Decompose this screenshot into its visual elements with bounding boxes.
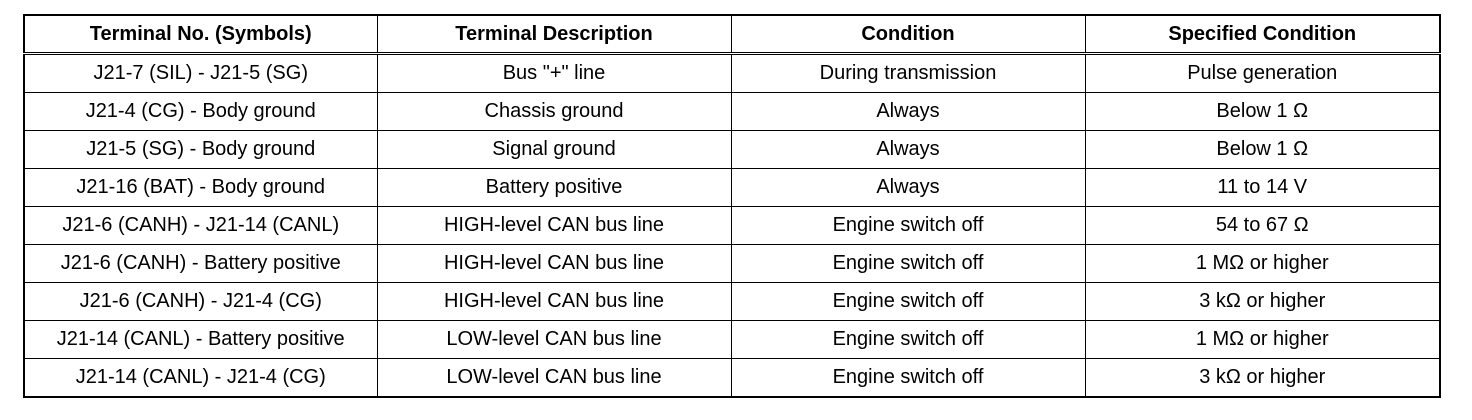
- cell-specified: 1 MΩ or higher: [1085, 321, 1440, 359]
- cell-condition: Always: [731, 93, 1085, 131]
- table-row: [24, 359, 1440, 398]
- cell-condition: Engine switch off: [731, 359, 1085, 398]
- header-row: [24, 15, 1440, 54]
- cell-specified: 54 to 67 Ω: [1085, 207, 1440, 245]
- cell-terminal: J21-7 (SIL) - J21-5 (SG): [24, 54, 377, 93]
- cell-specified: Pulse generation: [1085, 54, 1440, 93]
- cell-description: LOW-level CAN bus line: [377, 321, 731, 359]
- cell-specified: Below 1 Ω: [1085, 93, 1440, 131]
- cell-terminal: J21-6 (CANH) - Battery positive: [24, 245, 377, 283]
- cell-condition: During transmission: [731, 54, 1085, 93]
- header-terminal-no: Terminal No. (Symbols): [24, 15, 377, 54]
- cell-condition: Always: [731, 169, 1085, 207]
- cell-terminal: J21-14 (CANL) - J21-4 (CG): [24, 359, 377, 398]
- cell-condition: Engine switch off: [731, 283, 1085, 321]
- cell-description: Battery positive: [377, 169, 731, 207]
- table-row: [24, 169, 1440, 207]
- cell-description: Chassis ground: [377, 93, 731, 131]
- table-row: [24, 54, 1440, 93]
- cell-specified: 3 kΩ or higher: [1085, 359, 1440, 398]
- cell-terminal: J21-14 (CANL) - Battery positive: [24, 321, 377, 359]
- table-row: [24, 93, 1440, 131]
- cell-specified: 11 to 14 V: [1085, 169, 1440, 207]
- cell-condition: Always: [731, 131, 1085, 169]
- cell-condition: Engine switch off: [731, 245, 1085, 283]
- cell-condition: Engine switch off: [731, 321, 1085, 359]
- cell-description: Signal ground: [377, 131, 731, 169]
- table-row: [24, 321, 1440, 359]
- specification-table: [23, 14, 1441, 398]
- cell-terminal: J21-16 (BAT) - Body ground: [24, 169, 377, 207]
- cell-condition: Engine switch off: [731, 207, 1085, 245]
- cell-terminal: J21-6 (CANH) - J21-4 (CG): [24, 283, 377, 321]
- header-terminal-description: Terminal Description: [377, 15, 731, 54]
- header-specified-condition: Specified Condition: [1085, 15, 1440, 54]
- cell-terminal: J21-6 (CANH) - J21-14 (CANL): [24, 207, 377, 245]
- cell-terminal: J21-5 (SG) - Body ground: [24, 131, 377, 169]
- cell-specified: 1 MΩ or higher: [1085, 245, 1440, 283]
- header-condition: Condition: [731, 15, 1085, 54]
- table-row: [24, 207, 1440, 245]
- cell-terminal: J21-4 (CG) - Body ground: [24, 93, 377, 131]
- cell-description: LOW-level CAN bus line: [377, 359, 731, 398]
- cell-description: HIGH-level CAN bus line: [377, 283, 731, 321]
- cell-description: Bus "+" line: [377, 54, 731, 93]
- cell-specified: Below 1 Ω: [1085, 131, 1440, 169]
- cell-description: HIGH-level CAN bus line: [377, 207, 731, 245]
- table-row: [24, 283, 1440, 321]
- cell-description: HIGH-level CAN bus line: [377, 245, 731, 283]
- cell-specified: 3 kΩ or higher: [1085, 283, 1440, 321]
- table-row: [24, 245, 1440, 283]
- table-row: [24, 131, 1440, 169]
